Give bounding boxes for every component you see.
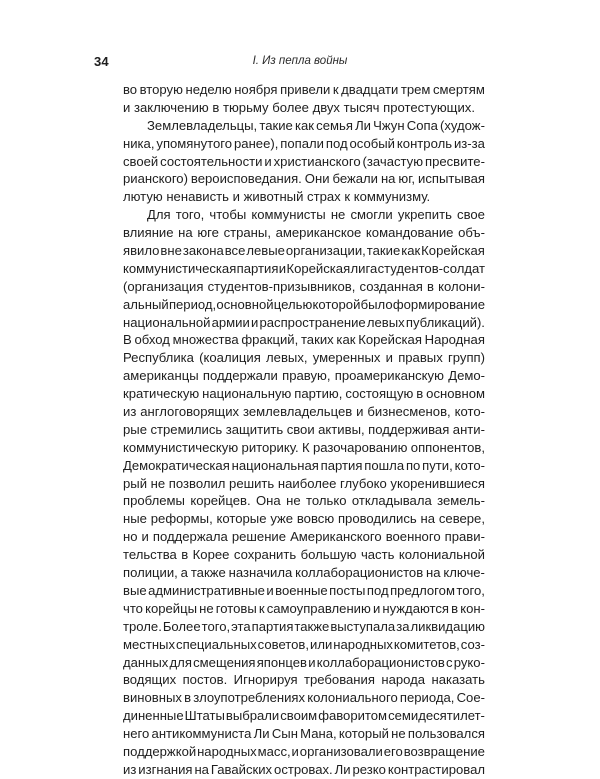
text-line: коммунистическую риторику. К разочарованию оппонентов, — [123, 439, 485, 455]
text-line: Демократическая национальная партия пошла по пути, кото- — [123, 457, 485, 473]
text-line: но и поддержала решение Американского военного прави- — [123, 529, 485, 545]
text-line: во вторую неделю ноября привели к двадцати трем смертям — [123, 82, 485, 97]
text-line: рый не позволил решить наиболее глубоко укоренившиеся — [123, 475, 485, 491]
text-line: своей состоятельности и христианского (зачастую пресвите- — [123, 153, 485, 169]
text-line: Для того, чтобы коммунисты не смогли укрепить свое — [147, 207, 485, 223]
text-line: водящих постов. Игнорируя требования народа наказать — [123, 672, 485, 688]
body-text — [123, 81, 485, 779]
text-line: местных специальных советов, или народных комитетов, соз- — [123, 636, 485, 652]
text-line: альный период, основной целью которой было формирование — [123, 296, 485, 312]
text-line: Республика (коалиция левых, умеренных и правых групп) — [123, 350, 485, 366]
text-line: ника, упомянутого ранее), попали под особый контроль из-за — [123, 135, 485, 151]
text-line: проблемы корейцев. Она не только откладывала земель- — [123, 493, 485, 509]
text-line: коммунистическая партия и Корейская лига студентов-солдат — [123, 260, 485, 276]
text-line: Землевладельцы, такие как семья Ли Чжун Сопа (худож- — [147, 117, 485, 133]
page-number: 34 — [94, 54, 109, 69]
text-line: лютую ненависть и животный страх к коммунизму. — [123, 189, 431, 205]
text-line: и заключению в тюрьму более двух тысяч протестующих. — [123, 99, 475, 115]
text-line: рые стремились защитить свои активы, поддерживая анти- — [123, 421, 485, 437]
text-line: влияние на юге страны, американское командование объ- — [123, 225, 485, 241]
text-line: виновных в злоупотреблениях колониального периода, Сое- — [123, 690, 485, 706]
text-line: В обход множества фракций, таких как Корейская Народная — [123, 332, 485, 348]
running-head: I. Из пепла войны — [252, 55, 348, 67]
text-line: из изгнания на Гавайских островах. Ли резко контрастировал — [123, 761, 485, 777]
text-line: из англоговорящих землевладельцев и бизнесменов, кото- — [123, 404, 485, 420]
text-line: ные реформы, которые уже вовсю проводились на севере, — [123, 511, 485, 527]
text-line: диненные Штаты выбрали своим фаворитом семидесятилет- — [123, 708, 485, 724]
text-line: американцы поддержали правую, проамериканскую Демо- — [123, 368, 485, 384]
text-line: кратическую национальную партию, состоящую в основном — [123, 386, 485, 402]
text-line: полиции, а также назначила коллаборационистов на ключе- — [123, 565, 485, 581]
text-line: что корейцы не готовы к самоуправлению и нуждаются в кон- — [123, 600, 485, 616]
text-line: него антикоммуниста Ли Сын Мана, который не пользовался — [123, 726, 485, 742]
text-line: поддержкой народных масс, и организовали его возвращение — [123, 743, 485, 759]
text-line: (организация студентов-призывников, созданная в колони- — [123, 278, 485, 294]
text-line: явило вне закона все левые организации, такие как Корейская — [123, 243, 485, 259]
text-line: вые административные и военные посты под предлогом того, — [123, 582, 485, 598]
text-line: данных для смещения японцев и коллаборационистов с руко- — [123, 654, 485, 670]
text-line: тельства в Корее сохранить большую часть колониальной — [123, 547, 485, 563]
text-line: троле. Более того, эта партия также выступала за ликвидацию — [123, 618, 485, 634]
text-line: рианского) вероисповедания. Они бежали на юг, испытывая — [123, 171, 485, 187]
text-line: национальной армии и распространение левых публикаций). — [123, 314, 485, 330]
